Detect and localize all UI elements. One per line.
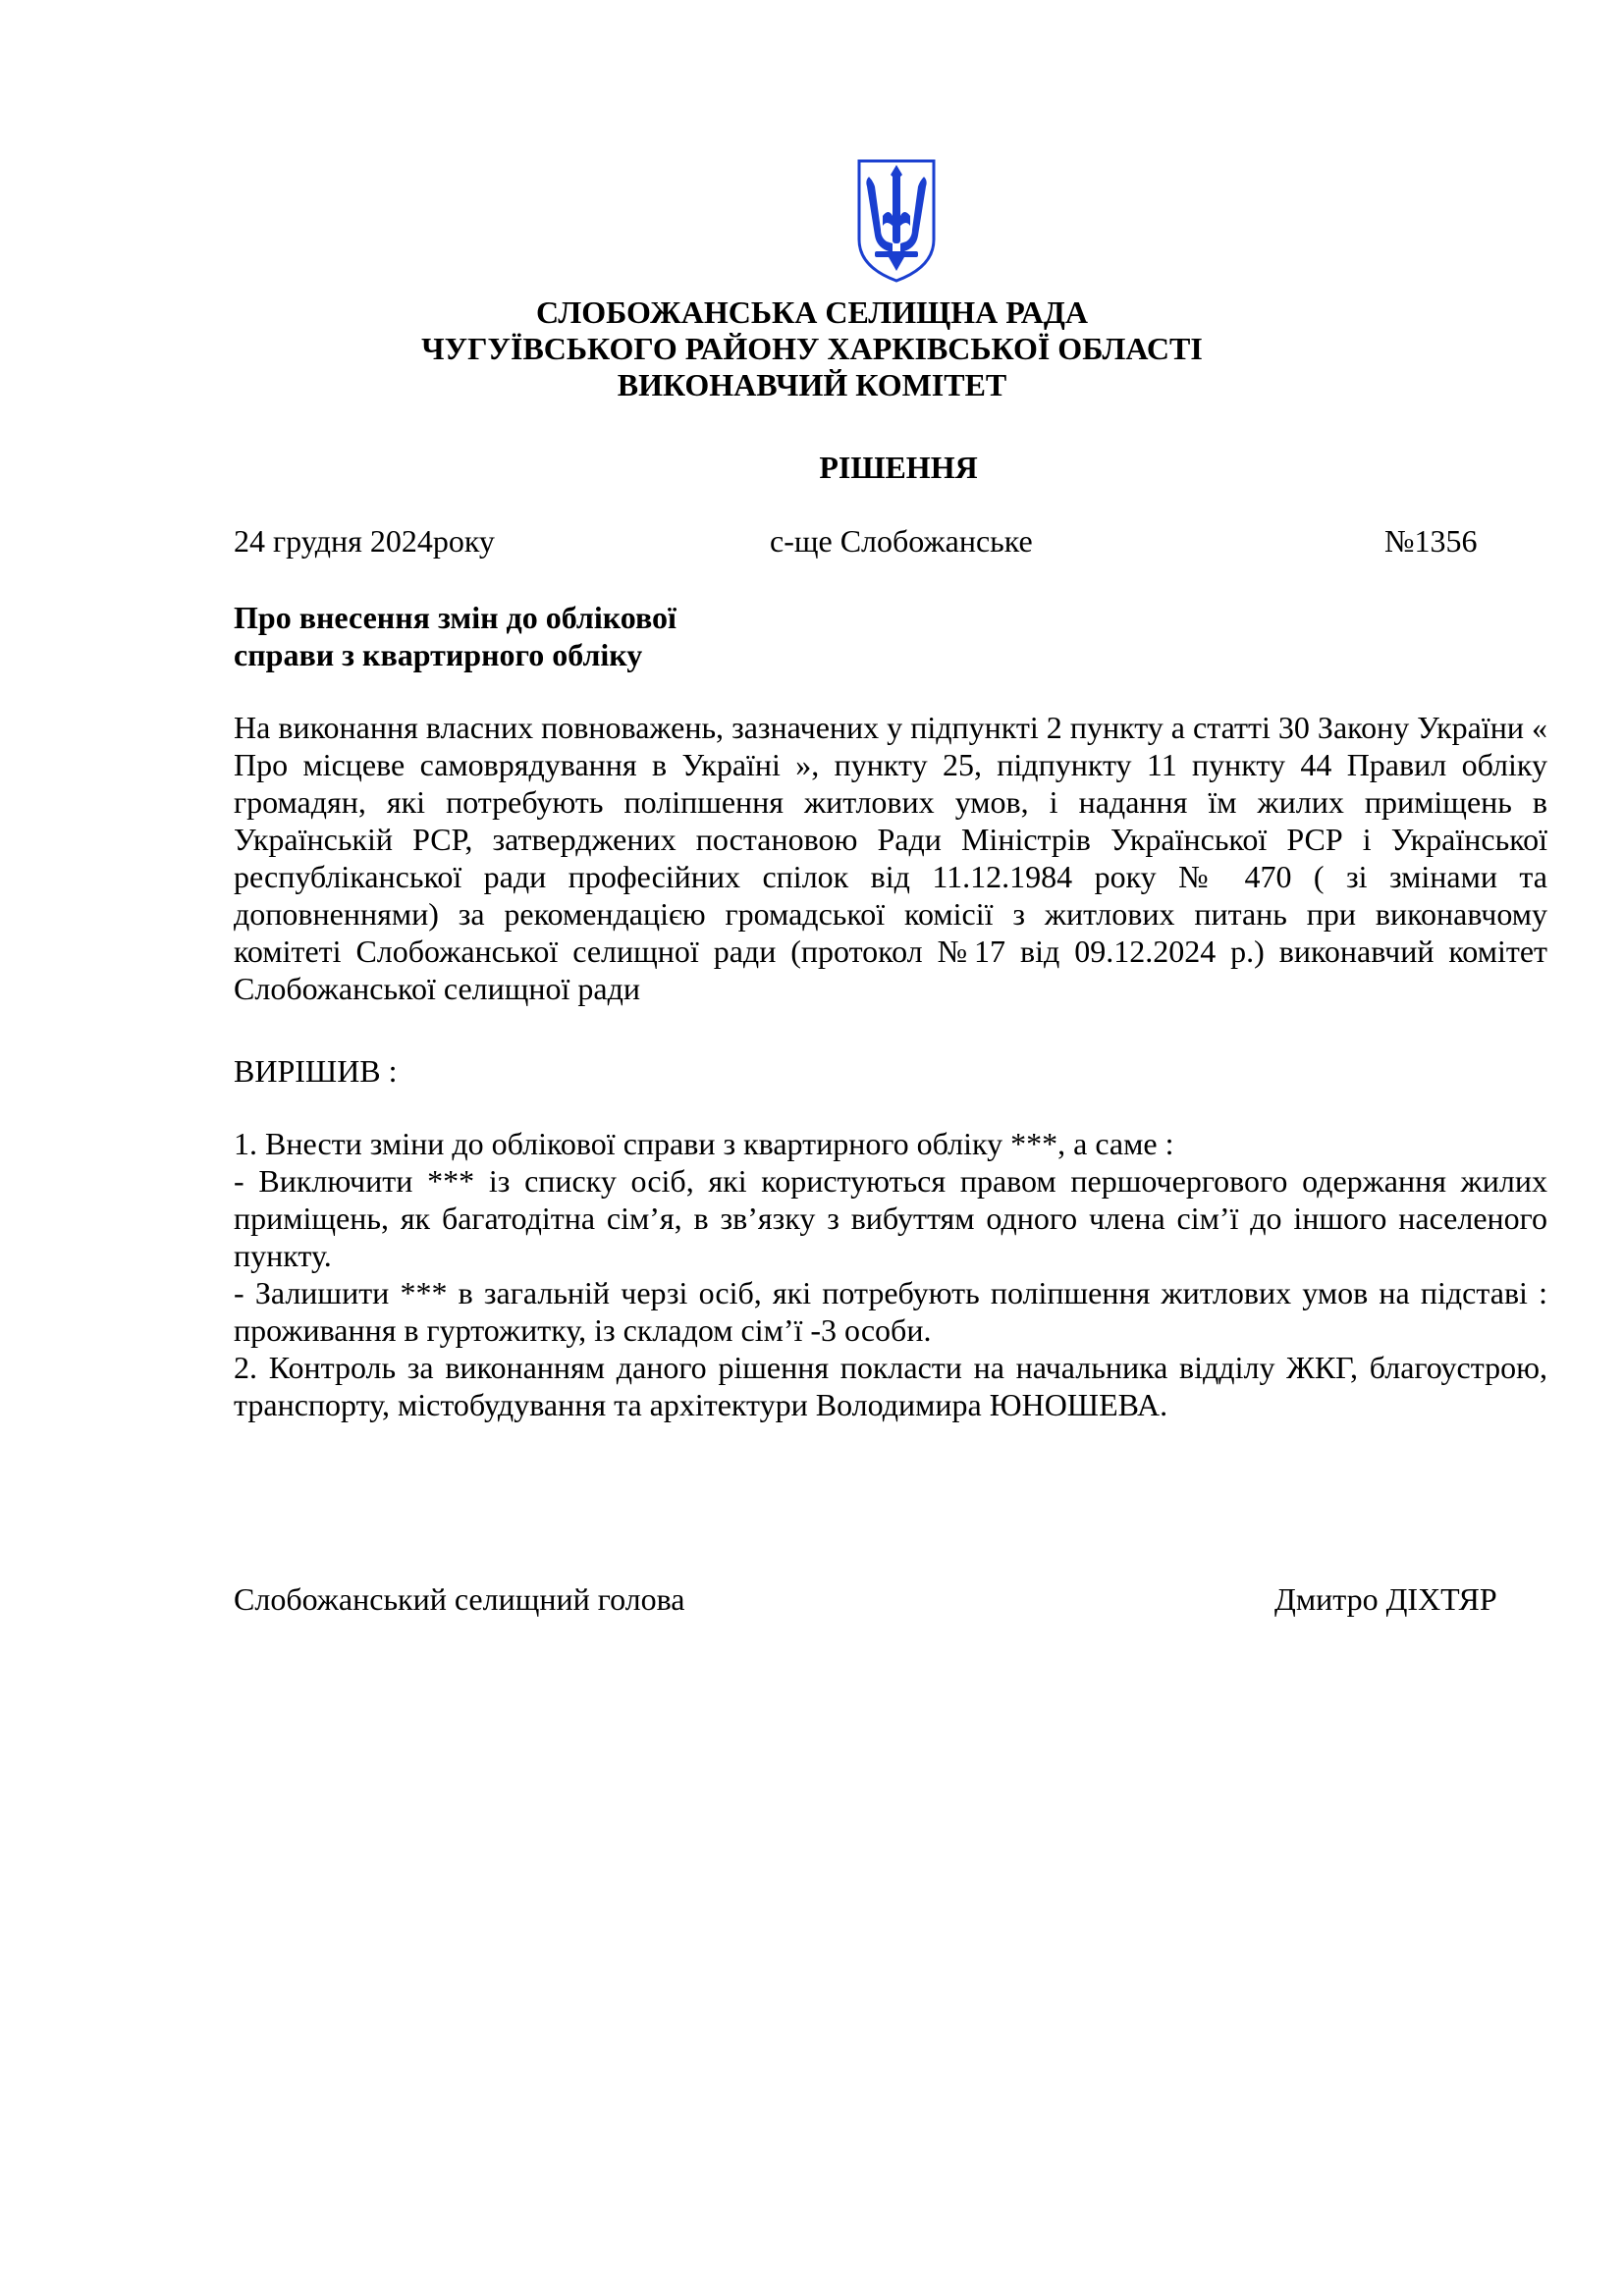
signatory-position: Слобожанський селищний голова <box>234 1581 685 1617</box>
document-number: №1356 <box>1384 523 1478 559</box>
decision-subitem-keep: - Залишити *** в загальній черзі осіб, які потребують поліпшення житлових умов на підставі : проживання в гуртожитку, із складом сім’ї -3 особи. <box>234 1275 1547 1348</box>
committee-name: ВИКОНАВЧИЙ КОМІТЕТ <box>617 367 1007 402</box>
trident-emblem-icon <box>853 157 940 285</box>
document-title: РІШЕННЯ <box>819 450 978 485</box>
decided-heading: ВИРІШИВ : <box>234 1053 398 1089</box>
decision-item-2: 2. Контроль за виконанням даного рішення покласти на начальника відділу ЖКГ, благоустрою, транспорту, містобудування та архітектури Володимира ЮНОШЕВА. <box>234 1350 1547 1422</box>
document-date: 24 грудня 2024року <box>234 523 495 559</box>
decision-item-1: 1. Внести зміни до облікової справи з квартирного обліку ***, а саме : <box>234 1126 1174 1161</box>
document-subject <box>234 599 677 673</box>
subject-line-2: справи з квартирного обліку <box>234 637 643 672</box>
document-place: с-ще Слобожанське <box>770 523 1033 559</box>
preamble-paragraph: На виконання власних повноважень, зазначених у підпункті 2 пункту а статті 30 Закону України « Про місцеве самоврядування в Україні », пункту 25, підпункту 11 пункту 44 Правил обліку громадян, які потребують поліпшення житлових умов, і надання їм жилих приміщень в Українській РСР, затверджених постановою Ради Міністрів Української РСР і Української республіканської ради професійних спілок від 11.12.1984 року № 470 ( зі змінами та доповненнями) за рекомендацією громадської комісії з житлових питань при виконавчому комітеті Слобожанської селищної ради (протокол №17 від 09.12.2024 р.) виконавчий комітет Слобожанської селищної ради <box>234 710 1547 1006</box>
district-name: ЧУГУЇВСЬКОГО РАЙОНУ ХАРКІВСЬКОЇ ОБЛАСТІ <box>421 331 1203 366</box>
decision-subitem-exclude: - Виключити *** із списку осіб, які користуються правом першочергового одержання жилих приміщень, як багатодітна сім’я, в зв’язку з вибуттям одного члена сім’ї до іншого населеного пункту. <box>234 1163 1547 1273</box>
signatory-name: Дмитро ДІХТЯР <box>1274 1581 1497 1617</box>
council-name: СЛОБОЖАНСЬКА СЕЛИЩНА РАДА <box>536 294 1088 330</box>
decision-items <box>234 1125 1547 1423</box>
subject-line-1: Про внесення змін до облікової <box>234 600 677 635</box>
